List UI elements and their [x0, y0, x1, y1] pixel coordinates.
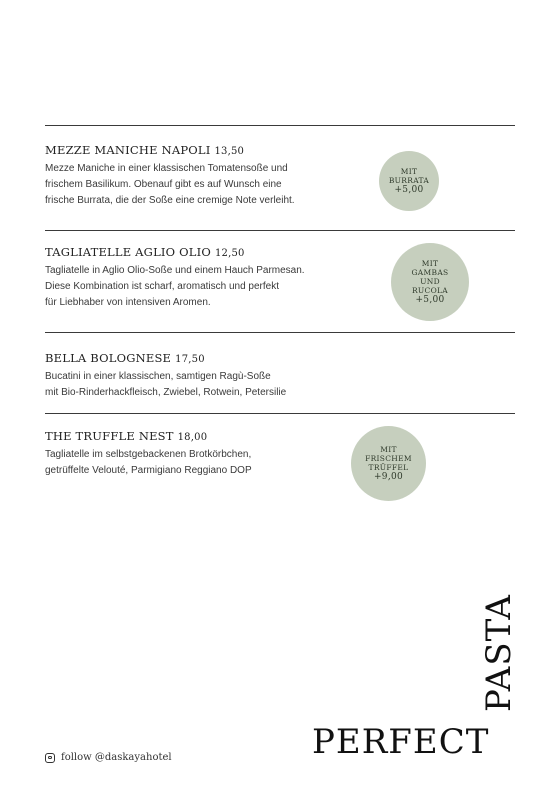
- item-price: 12,50: [214, 248, 245, 259]
- addon-price: +5,00: [394, 185, 424, 195]
- desc-line: frische Burrata, die der Soße eine cremige Note verleiht.: [45, 195, 295, 206]
- item-title: [45, 245, 375, 259]
- item-title: [45, 351, 375, 365]
- item-name: MEZZE MANICHE NAPOLI: [45, 143, 211, 157]
- item-name: THE TRUFFLE NEST: [45, 429, 174, 443]
- addon-label: TRÜFFEL: [368, 463, 409, 472]
- addon-badge-burrata: [379, 151, 439, 211]
- addon-label: MIT: [421, 259, 439, 268]
- addon-label: MIT: [400, 167, 418, 176]
- addon-badge-gambas-rucola: [391, 243, 469, 321]
- desc-line: Tagliatelle im selbstgebackenen Brotkörbchen,: [45, 449, 252, 460]
- instagram-follow-link[interactable]: [45, 752, 172, 763]
- item-price: 13,50: [214, 146, 245, 157]
- item-price: 17,50: [175, 354, 205, 365]
- divider-top: [45, 125, 515, 126]
- addon-price: +5,00: [415, 295, 445, 305]
- item-description: [45, 369, 375, 401]
- addon-label: FRISCHEM: [365, 454, 412, 463]
- desc-line: Mezze Maniche in einer klassischen Tomatensoße und: [45, 163, 288, 174]
- menu-item-tagliatelle-aglio-olio: [45, 245, 375, 311]
- menu-item-mezze-maniche: [45, 143, 375, 209]
- menu-item-truffle-nest: [45, 429, 375, 479]
- item-title: [45, 143, 375, 157]
- desc-line: Tagliatelle in Aglio Olio-Soße und einem Hauch Parmesan.: [45, 265, 305, 276]
- desc-line: getrüffelte Velouté, Parmigiano Reggiano DOP: [45, 465, 252, 476]
- addon-label: UND: [420, 277, 440, 286]
- desc-line: für Liebhaber von intensiven Aromen.: [45, 297, 211, 308]
- item-price: 18,00: [177, 432, 208, 443]
- divider: [45, 413, 515, 414]
- title-perfect: PERFECT: [312, 722, 490, 762]
- item-description: [45, 263, 375, 311]
- item-title: [45, 429, 375, 443]
- addon-label: RUCOLA: [411, 286, 449, 295]
- item-name: TAGLIATELLE AGLIO OLIO: [45, 245, 211, 259]
- addon-badge-truffle: [351, 426, 426, 501]
- divider: [45, 332, 515, 333]
- addon-label: MIT: [380, 445, 397, 454]
- item-description: [45, 447, 375, 479]
- desc-line: mit Bio-Rinderhackfleisch, Zwiebel, Rotwein, Petersilie: [45, 387, 287, 398]
- menu-item-bella-bolognese: [45, 351, 375, 401]
- item-name: BELLA BOLOGNESE: [45, 351, 172, 365]
- desc-line: Bucatini in einer klassischen, samtigen Ragù-Soße: [45, 371, 271, 382]
- instagram-icon: [45, 753, 55, 763]
- item-description: [45, 161, 375, 209]
- title-pasta-text: PASTA: [479, 593, 520, 712]
- addon-price: +9,00: [373, 472, 404, 482]
- desc-line: Diese Kombination ist scharf, aromatisch und perfekt: [45, 281, 279, 292]
- divider: [45, 230, 515, 231]
- follow-text: follow @daskayahotel: [61, 752, 172, 763]
- addon-label: BURRATA: [388, 176, 430, 185]
- addon-label: GAMBAS: [411, 268, 449, 277]
- title-pasta: [479, 585, 520, 720]
- desc-line: frischem Basilikum. Obenauf gibt es auf Wunsch eine: [45, 179, 282, 190]
